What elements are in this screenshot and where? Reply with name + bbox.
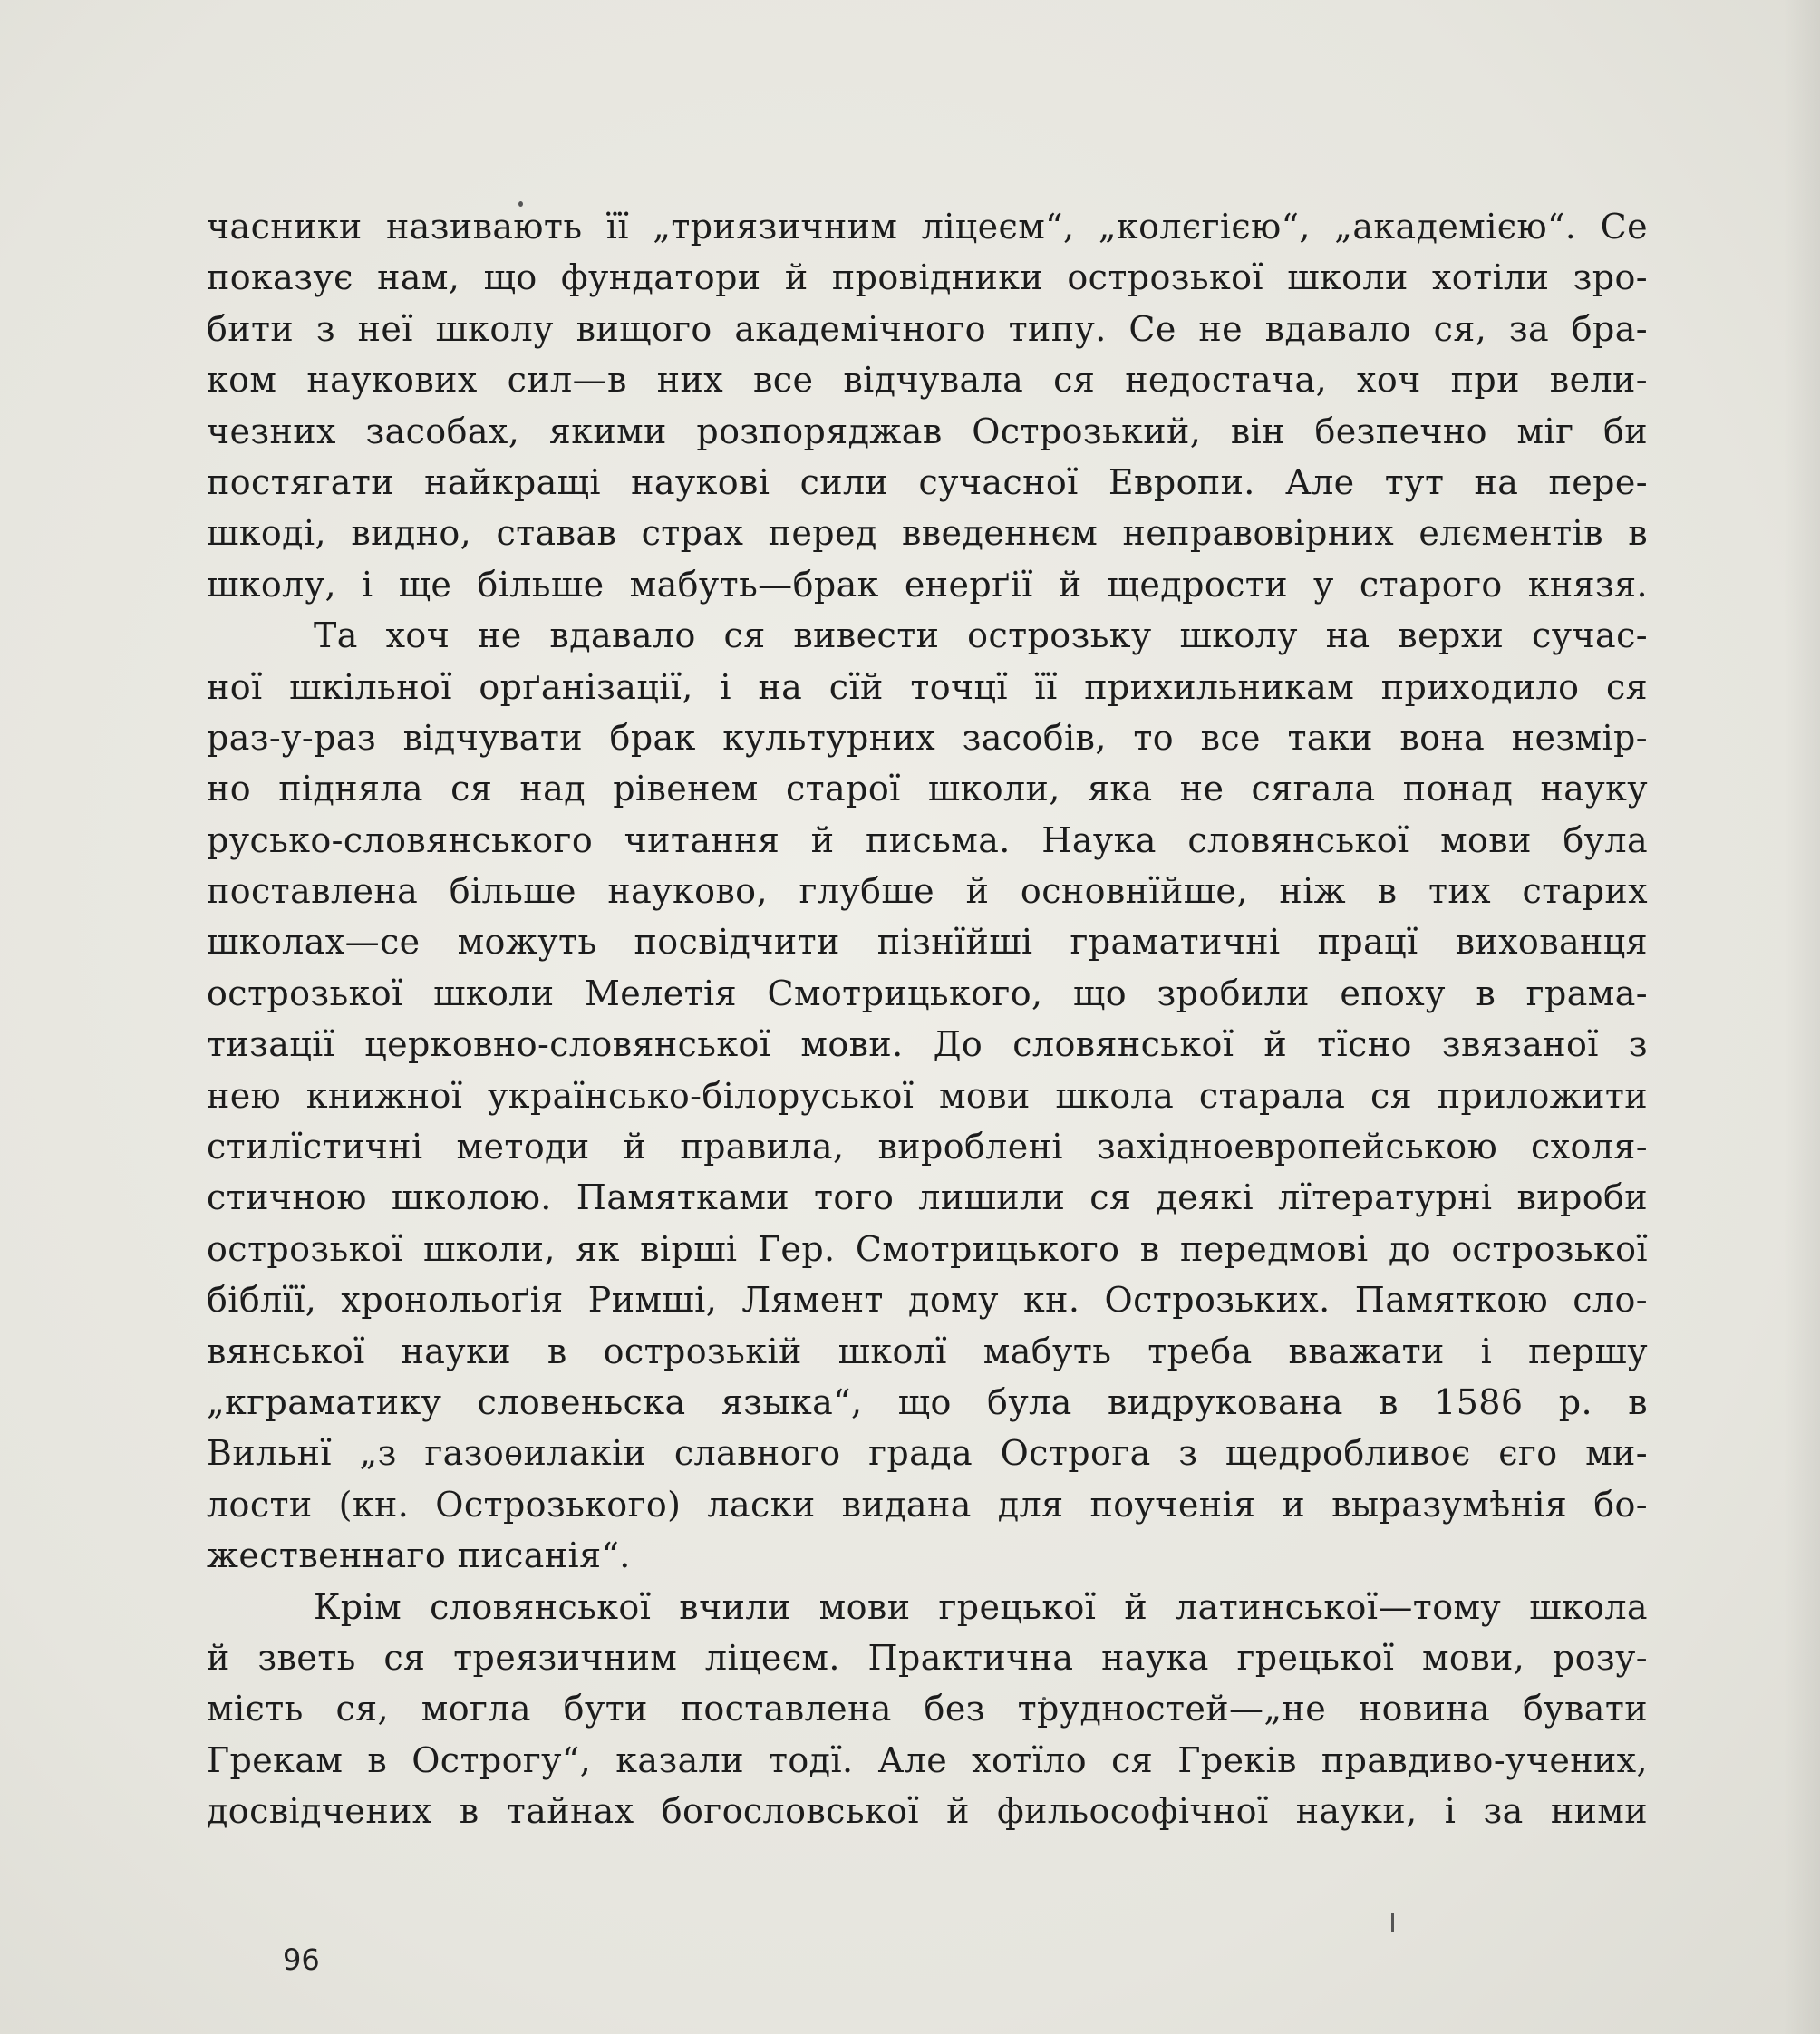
text-line: лости (кн. Острозького) ласки видана для поученія и выразумѣнія бо- [207, 1484, 1648, 1525]
text-line: Та хоч не вдавало ся вивести острозьку школу на верхи сучас- [314, 615, 1648, 656]
text-line: русько-словянського читання й письма. Наука словянської мови була [207, 819, 1648, 860]
page-edge-shadow [1784, 0, 1820, 2034]
ink-speck [1391, 1913, 1394, 1932]
page-number: 96 [283, 1942, 320, 1977]
text-line: но підняла ся над рівенем старої школи, яка не сягала понад науку [207, 769, 1648, 809]
text-line: постягати найкращі наукові сили сучасної Европи. Але тут на пере- [207, 461, 1648, 502]
text-line: раз-у-раз відчувати брак культурних засобів, то все таки вона незмір- [207, 717, 1648, 758]
text-line: нею книжної українсько-білоруської мови школа старала ся приложити [207, 1075, 1648, 1116]
text-line: тизації церковно-словянської мови. До словянської й тїсно звязаної з [207, 1024, 1648, 1065]
text-line: мієть ся, могла бути поставлена без трудностей—„не новина бувати [207, 1689, 1648, 1729]
text-line: й зветь ся треязичним ліцеєм. Практична наука грецької мови, розу- [207, 1637, 1648, 1678]
paragraph-2 [207, 610, 1648, 1581]
paragraph-1 [207, 201, 1648, 610]
text-line: досвідчених в тайнах богословської й фильософічної науки, і за ними [207, 1791, 1648, 1832]
text-line: острозької школи Мелетія Смотрицького, що зробили епоху в грама- [207, 973, 1648, 1013]
body-text [207, 201, 1648, 1837]
text-line: поставлена більше науково, глубше й основнїйше, ніж в тих старих [207, 871, 1648, 912]
text-line: бити з неї школу вищого академічного типу. Се не вдавало ся, за бра- [207, 308, 1648, 349]
text-line: показує нам, що фундатори й провідники острозької школи хотіли зро- [207, 257, 1648, 298]
text-line: шкоді, видно, ставав страх перед введеннєм неправовірних елєментів в [207, 513, 1648, 554]
text-line: Крім словянської вчили мови грецької й латинської—тому школа [314, 1586, 1648, 1627]
text-line: Грекам в Острогу“, казали тодї. Але хотїло ся Греків правдиво-учених, [207, 1739, 1648, 1780]
text-line: жественнаго писанія“. [207, 1535, 631, 1576]
text-line: вянської науки в острозькій школї мабуть треба вважати і першу [207, 1331, 1648, 1371]
text-line: острозької школи, як вірші Гер. Смотрицького в передмові до острозької [207, 1228, 1648, 1269]
text-line: ної шкільної орґанізації, і на сїй точцї її прихильникам приходило ся [207, 666, 1648, 707]
text-line: часники називають її „триязичним ліцеєм“, „колєгією“, „академією“. Се [207, 207, 1648, 247]
text-line: „кграматику словеньска языка“, що була видрукована в 1586 р. в [207, 1381, 1648, 1422]
text-line: ком наукових сил—в них все відчувала ся недостача, хоч при вели- [207, 360, 1648, 401]
text-line: біблїї, хронольоґія Римші, Лямент дому кн. Острозьких. Памяткою сло- [207, 1280, 1648, 1321]
paragraph-3 [207, 1582, 1648, 1837]
text-line: школу, і ще більше мабуть—брак енерґії й щедрости у старого князя. [207, 564, 1648, 605]
text-line: стичною школою. Памятками того лишили ся деякі лїтературні вироби [207, 1177, 1648, 1218]
text-line: школах—се можуть посвідчити пізнїйші граматичні працї вихованця [207, 922, 1648, 963]
text-line: Вильнї „з газоѳилакіи славного града Острога з щедробливоє єго ми- [207, 1433, 1648, 1474]
text-line: чезних засобах, якими розпоряджав Острозький, він безпечно міг би [207, 411, 1648, 451]
text-line: стилїстичні методи й правила, вироблені західноевропейською схоля- [207, 1127, 1648, 1167]
